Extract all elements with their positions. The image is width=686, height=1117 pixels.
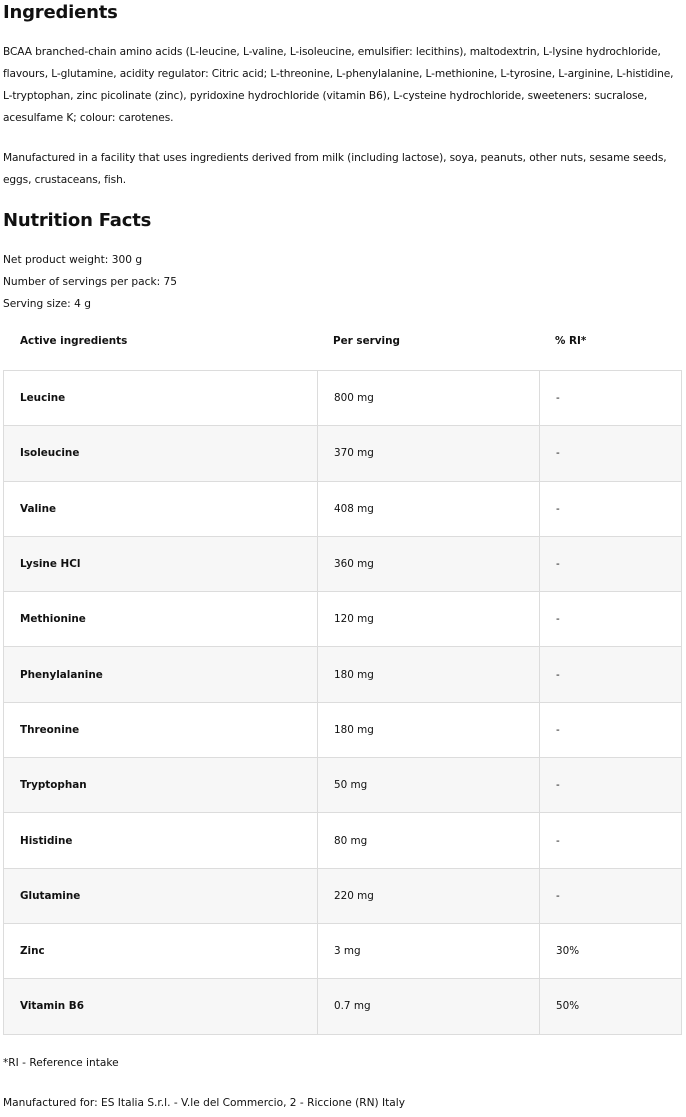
- ingredient-name-cell: Isoleucine: [4, 426, 318, 481]
- per-serving-cell: 220 mg: [318, 868, 540, 923]
- serving-size: Serving size: 4 g: [3, 298, 91, 310]
- ingredient-name-cell: Histidine: [4, 813, 318, 868]
- ingredients-heading: Ingredients: [3, 2, 118, 23]
- table-row: [4, 979, 682, 1034]
- ingredient-name-cell: Lysine HCl: [4, 536, 318, 591]
- table-row: [4, 758, 682, 813]
- manufacturer-info: Manufactured for: ES Italia S.r.l. - V.le del Commercio, 2 - Riccione (RN) Italy: [3, 1097, 405, 1109]
- servings-per-pack: Number of servings per pack: 75: [3, 276, 177, 288]
- ri-percent-cell: -: [540, 592, 682, 647]
- ri-percent-cell: -: [540, 868, 682, 923]
- table-row: [4, 592, 682, 647]
- ingredient-name-cell: Valine: [4, 481, 318, 536]
- ri-percent-cell: -: [540, 536, 682, 591]
- ri-percent-cell: -: [540, 426, 682, 481]
- ingredient-name-cell: Vitamin B6: [4, 979, 318, 1034]
- ri-percent-cell: -: [540, 758, 682, 813]
- ri-percent-cell: 50%: [540, 979, 682, 1034]
- ri-percent-cell: -: [540, 813, 682, 868]
- per-serving-cell: 180 mg: [318, 647, 540, 702]
- nutrition-table: [3, 370, 682, 1035]
- ingredients-text: BCAA branched-chain amino acids (L-leucine, L-valine, L-isoleucine, emulsifier: lecithins), maltodextrin, L-lysine hydrochloride, flavours, L-glutamine, acidity regulator: Citric acid; L-threonine, L-phenylalanine, L-methionine, L-tyrosine, L-arginine, L-histidine, L-tryptophan, zinc picolinate (zinc), pyridoxine hydrochloride (vitamin B6), L-cysteine hydrochloride, sweeteners: sucralose, acesulfame K; colour: carotenes.: [3, 46, 674, 124]
- ingredient-name-cell: Leucine: [4, 371, 318, 426]
- per-serving-cell: 180 mg: [318, 702, 540, 757]
- ingredient-name-cell: Phenylalanine: [4, 647, 318, 702]
- table-row: [4, 536, 682, 591]
- ri-percent-cell: -: [540, 371, 682, 426]
- table-row: [4, 868, 682, 923]
- per-serving-cell: 120 mg: [318, 592, 540, 647]
- table-row: [4, 702, 682, 757]
- ri-percent-cell: -: [540, 647, 682, 702]
- per-serving-cell: 408 mg: [318, 481, 540, 536]
- ingredient-name-cell: Tryptophan: [4, 758, 318, 813]
- table-row: [4, 481, 682, 536]
- ingredient-name-cell: Zinc: [4, 923, 318, 978]
- ingredient-name-cell: Glutamine: [4, 868, 318, 923]
- ri-percent-cell: -: [540, 481, 682, 536]
- table-row: [4, 426, 682, 481]
- ri-percent-cell: -: [540, 702, 682, 757]
- per-serving-cell: 3 mg: [318, 923, 540, 978]
- per-serving-cell: 80 mg: [318, 813, 540, 868]
- table-header: [3, 331, 682, 353]
- allergen-text: Manufactured in a facility that uses ingredients derived from milk (including lactose), soya, peanuts, other nuts, sesame seeds, eggs, crustaceans, fish.: [3, 152, 667, 186]
- per-serving-cell: 50 mg: [318, 758, 540, 813]
- net-weight: Net product weight: 300 g: [3, 254, 143, 266]
- column-header-per-serving: Per serving: [333, 335, 400, 347]
- table-row: [4, 371, 682, 426]
- table-row: [4, 923, 682, 978]
- nutrition-heading: Nutrition Facts: [3, 210, 152, 231]
- ingredient-name-cell: Threonine: [4, 702, 318, 757]
- per-serving-cell: 800 mg: [318, 371, 540, 426]
- ri-footnote: *RI - Reference intake: [3, 1057, 119, 1069]
- table-row: [4, 647, 682, 702]
- ri-percent-cell: 30%: [540, 923, 682, 978]
- per-serving-cell: 0.7 mg: [318, 979, 540, 1034]
- ingredient-name-cell: Methionine: [4, 592, 318, 647]
- per-serving-cell: 360 mg: [318, 536, 540, 591]
- per-serving-cell: 370 mg: [318, 426, 540, 481]
- column-header-ri: % RI*: [555, 335, 587, 347]
- table-row: [4, 813, 682, 868]
- column-header-ingredient: Active ingredients: [20, 335, 128, 347]
